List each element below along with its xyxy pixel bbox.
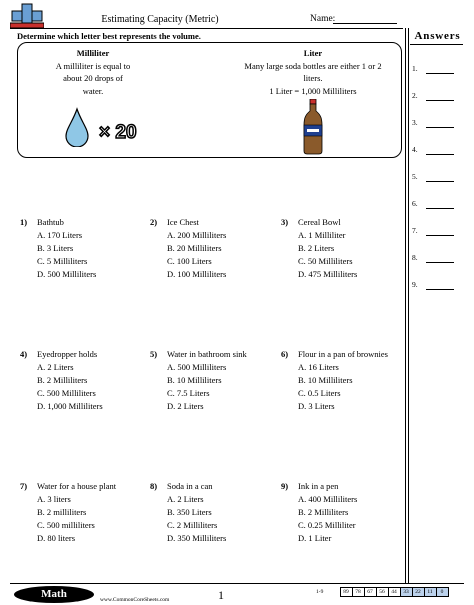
question-block (281, 216, 357, 281)
score-cell: 56 (376, 588, 388, 597)
question-number: 4) (20, 349, 28, 359)
answer-option: B. 2 Liters (298, 243, 335, 253)
question-text: Bathtub (37, 217, 64, 227)
answer-number: 1. (412, 64, 418, 73)
question-text: Water in bathroom sink (167, 349, 247, 359)
answer-divider (408, 28, 409, 583)
question-number: 5) (150, 349, 158, 359)
drop-multiplier: × 20 (99, 122, 137, 143)
liter-info (238, 47, 388, 97)
answer-blank[interactable] (426, 289, 454, 290)
answer-option: C. 500 milliliters (37, 520, 95, 530)
score-cell: 44 (388, 588, 400, 597)
question-block (20, 480, 116, 545)
question-prompt (281, 348, 388, 361)
question-block (281, 480, 357, 545)
score-range: 1-9 (316, 589, 324, 595)
answer-option: D. 100 Milliliters (167, 269, 227, 279)
answer-blank[interactable] (426, 73, 454, 74)
answer-option: B. 10 Milliliters (298, 375, 353, 385)
answer-option: A. 2 Liters (167, 494, 204, 504)
milliliter-line: about 20 drops of (63, 73, 123, 83)
answer-blank[interactable] (426, 127, 454, 128)
question-number: 9) (281, 481, 289, 491)
answer-number: 9. (412, 280, 418, 289)
answer-row (412, 253, 464, 265)
answer-row (412, 91, 464, 103)
question-text: Flour in a pan of brownies (298, 349, 388, 359)
answer-option: D. 3 Liters (298, 401, 335, 411)
worksheet-title: Estimating Capacity (Metric) (101, 14, 219, 25)
milliliter-heading: Milliliter (76, 48, 110, 58)
subject-badge: Math (14, 586, 94, 603)
answer-option: A. 400 Milliliters (298, 494, 358, 504)
answer-blank[interactable] (426, 208, 454, 209)
question-prompt (20, 348, 103, 361)
answer-number: 5. (412, 172, 418, 181)
answer-blank[interactable] (426, 262, 454, 263)
question-number: 3) (281, 217, 289, 227)
answer-option: A. 3 liters (37, 494, 71, 504)
score-table (316, 587, 449, 597)
answer-option: B. 10 Milliliters (167, 375, 222, 385)
answer-option: C. 0.25 Milliliter (298, 520, 356, 530)
score-cell: 22 (412, 588, 424, 597)
question-text: Cereal Bowl (298, 217, 341, 227)
question-block (150, 216, 226, 281)
question-text: Ink in a pen (298, 481, 339, 491)
answer-blank[interactable] (426, 100, 454, 101)
instructions: Determine which letter best represents the volume. (17, 31, 201, 41)
score-cell: 67 (364, 588, 376, 597)
answer-option: A. 200 Milliliters (167, 230, 227, 240)
question-prompt (150, 216, 226, 229)
answer-option: C. 5 Milliliters (37, 256, 88, 266)
liter-line: 1 Liter = 1,000 Milliliters (269, 85, 357, 96)
question-prompt (281, 216, 357, 229)
site-url: www.CommonCoreSheets.com (100, 597, 170, 603)
answer-blank[interactable] (426, 181, 454, 182)
answer-option: C. 100 Liters (167, 256, 212, 266)
score-cell: 33 (400, 588, 412, 597)
question-prompt (20, 216, 96, 229)
answer-option: A. 2 Liters (37, 362, 74, 372)
page-number: 1 (218, 588, 224, 602)
score-row (316, 588, 448, 597)
answer-option: B. 2 Milliliters (37, 375, 88, 385)
answer-option: B. 2 Milliliters (298, 507, 349, 517)
info-box (17, 42, 402, 158)
answer-option: C. 50 Milliliters (298, 256, 353, 266)
answer-option: B. 350 Liters (167, 507, 212, 517)
answers-rule (410, 44, 463, 45)
name-label: Name: (310, 14, 336, 24)
question-number: 7) (20, 481, 28, 491)
answer-option: D. 2 Liters (167, 401, 204, 411)
answer-blank[interactable] (426, 235, 454, 236)
question-number: 1) (20, 217, 28, 227)
score-cell: 0 (436, 588, 448, 597)
liter-line: liters. (303, 73, 323, 83)
answer-number: 6. (412, 199, 418, 208)
bottom-rule (10, 583, 464, 584)
answer-row (412, 172, 464, 184)
question-block (20, 216, 96, 281)
answer-row (412, 280, 464, 292)
question-prompt (150, 348, 247, 361)
answer-option: D. 475 Milliliters (298, 269, 358, 279)
question-text: Water for a house plant (37, 481, 117, 491)
answer-option: C. 7.5 Liters (167, 388, 210, 398)
milliliter-line: water. (82, 85, 104, 96)
score-cell: 89 (340, 588, 352, 597)
question-block (150, 348, 247, 413)
liter-line: Many large soda bottles are either 1 or 2 (244, 60, 382, 71)
question-text: Ice Chest (167, 217, 199, 227)
answer-number: 7. (412, 226, 418, 235)
question-block (20, 348, 103, 413)
name-field-line (333, 23, 397, 24)
answer-divider (405, 28, 406, 583)
score-cell: 11 (424, 588, 436, 597)
answer-option: C. 500 Milliliters (37, 388, 96, 398)
score-cell: 78 (352, 588, 364, 597)
liter-heading: Liter (303, 48, 323, 58)
question-prompt (150, 480, 226, 493)
soda-bottle-icon (303, 99, 323, 155)
answer-option: D. 80 liters (37, 533, 76, 543)
answer-option: D. 500 Milliliters (37, 269, 97, 279)
answer-row (412, 64, 464, 76)
answer-option: B. 20 Milliliters (167, 243, 222, 253)
answer-row (412, 226, 464, 238)
question-prompt (20, 480, 116, 493)
water-drop-icon (65, 107, 155, 147)
top-rule (10, 28, 403, 29)
answer-option: D. 350 Milliliters (167, 533, 227, 543)
answer-option: A. 16 Liters (298, 362, 339, 372)
answer-row (412, 118, 464, 130)
answer-row (412, 199, 464, 211)
answer-number: 8. (412, 253, 418, 262)
answer-option: B. 3 Liters (37, 243, 74, 253)
answer-option: B. 2 milliliters (37, 507, 87, 517)
question-block (150, 480, 226, 545)
answer-number: 2. (412, 91, 418, 100)
question-number: 2) (150, 217, 158, 227)
answer-number: 3. (412, 118, 418, 127)
question-text: Soda in a can (167, 481, 213, 491)
commoncoresheets-logo (10, 3, 44, 29)
question-block (281, 348, 388, 413)
answer-option: A. 170 Liters (37, 230, 83, 240)
answers-title: Answers (414, 30, 461, 42)
milliliter-line: A milliliter is equal to (55, 60, 131, 71)
answer-option: A. 500 Milliliters (167, 362, 227, 372)
question-text: Eyedropper holds (37, 349, 98, 359)
answer-row (412, 145, 464, 157)
milliliter-info (38, 47, 148, 97)
question-number: 6) (281, 349, 289, 359)
answer-option: D. 1 Liter (298, 533, 332, 543)
answer-option: C. 0.5 Liters (298, 388, 341, 398)
answer-option: D. 1,000 Milliliters (37, 401, 103, 411)
answer-blank[interactable] (426, 154, 454, 155)
answer-option: C. 2 Milliliters (167, 520, 218, 530)
question-number: 8) (150, 481, 158, 491)
question-prompt (281, 480, 357, 493)
answer-number: 4. (412, 145, 418, 154)
answer-option: A. 1 Milliliter (298, 230, 346, 240)
